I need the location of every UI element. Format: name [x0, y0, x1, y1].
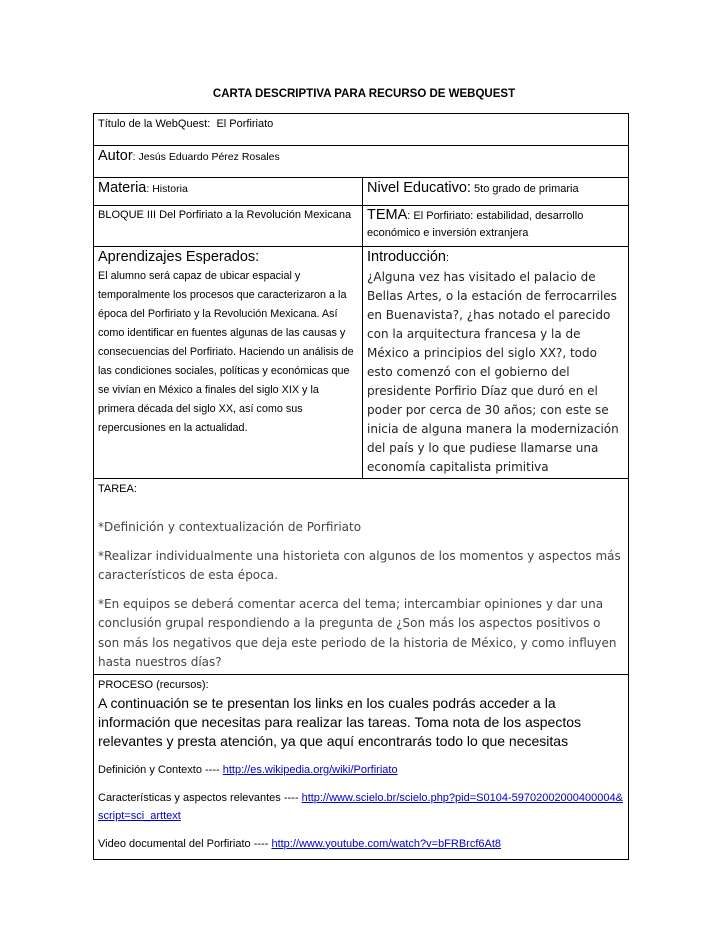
tarea-item: *En equipos se deberá comentar acerca del tema; intercambiar opiniones y dar una conclusión grupal respondiendo a la pregunta de ¿Son más los aspectos positivos o son más los negativos que deja este periodo de la historia de México, y como influyen hasta nuestros días? [98, 596, 617, 669]
resource-label: Video documental del Porfiriato ---- [98, 837, 269, 850]
nivel-label: Nivel Educativo: [367, 180, 471, 196]
introduccion-text: ¿Alguna vez has visitado el palacio de Bellas Artes, o la estación de ferrocarriles en Buenavista?, ¿has notado el parecido con la arquitectura francesa y la de México a principios del siglo XX?, todo esto comenzó con el gobierno del presidente Porfirio Díaz que duró en el poder por cerca de 30 años; con este se inicia de alguna manera la modernización del país y lo que pudiese llamarse una economía capitalista primitiva [367, 270, 619, 474]
aprendizajes-text: El alumno será capaz de ubicar espacial y temporalmente los procesos que caracterizaron a la época del Porfiriato y la Revolución Mexicana. Así como identificar en fuentes algunas de las causas y consecuencias del Porfiriato. Haciendo un análisis de las condiciones sociales, políticas y económicas que se vivían en México a finales del siglo XIX y la primera década del siglo XX, así como sus repercusiones en la actualidad. [98, 270, 354, 434]
row-tarea [94, 479, 629, 675]
resource-link-row [98, 835, 624, 853]
introduccion-colon: : [446, 252, 450, 264]
proceso-label: PROCESO (recursos): [98, 678, 209, 691]
materia-label: Materia [98, 180, 147, 196]
tema-label: TEMA [367, 207, 408, 223]
nivel-value: 5to grado de primaria [474, 183, 579, 195]
row-aprendizajes-introduccion [94, 247, 629, 479]
resource-link-row [98, 761, 624, 779]
tarea-label: TAREA: [98, 483, 137, 495]
row-bloque-tema [94, 206, 629, 247]
resource-link-row [98, 789, 624, 825]
row-proceso [94, 674, 629, 859]
descriptive-card-table [93, 113, 629, 860]
autor-value: : Jesús Eduardo Pérez Rosales [132, 151, 280, 163]
bloque-value: BLOQUE III Del Porfiriato a la Revolución Mexicana [98, 209, 352, 221]
introduccion-label: Introducción [367, 249, 446, 265]
resource-link-scielo[interactable]: http://www.scielo.br/scielo.php?pid=S0104-59702002000400004&script=sci_arttext [98, 791, 623, 822]
document-title: CARTA DESCRIPTIVA PARA RECURSO DE WEBQUEST [212, 88, 516, 100]
resource-link-wikipedia[interactable]: http://es.wikipedia.org/wiki/Porfiriato [222, 763, 398, 776]
materia-value: : Historia [146, 183, 188, 195]
aprendizajes-label: Aprendizajes Esperados: [98, 249, 260, 265]
resource-link-youtube[interactable]: http://www.youtube.com/watch?v=bFRBrcf6At8 [271, 837, 502, 850]
row-autor [94, 146, 629, 178]
tarea-item: *Definición y contextualización de Porfiriato [98, 520, 362, 534]
titulo-value: El Porfiriato [216, 118, 274, 130]
row-materia-nivel [94, 178, 629, 206]
autor-label: Autor [98, 148, 133, 164]
resource-label: Características y aspectos relevantes ---- [98, 791, 299, 804]
row-titulo [94, 114, 629, 146]
titulo-label: Título de la WebQuest: [98, 118, 211, 130]
resource-label: Definición y Contexto ---- [98, 763, 220, 776]
tarea-item: *Realizar individualmente una historieta con algunos de los momentos y aspectos más característicos de esta época. [98, 548, 621, 582]
proceso-intro: A continuación se te presentan los links en los cuales podrás acceder a la información que necesitas para realizar las tareas. Toma nota de los aspectos relevantes y presta atención, ya que aquí encontrarás todo lo que necesitas [98, 694, 582, 749]
tema-value: : El Porfiriato: estabilidad, desarrollo económico e inversión extranjera [367, 210, 584, 239]
